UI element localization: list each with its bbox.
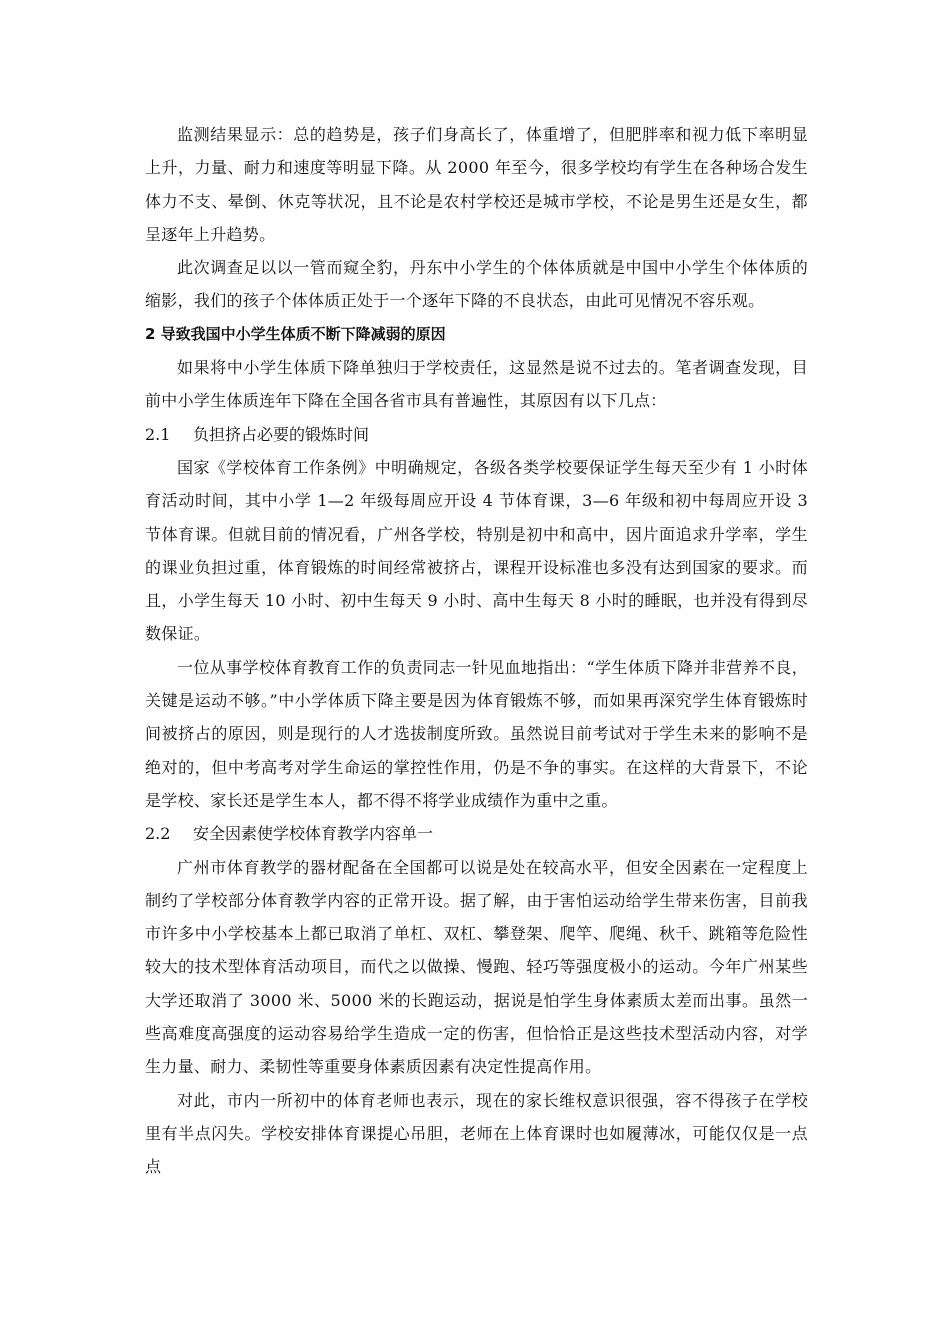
paragraph-safety-factors: 广州市体育教学的器材配备在全国都可以说是处在较高水平，但安全因素在一定程度上制约了学校部分体育教学内容的正常开设。据了解，由于害怕运动给学生带来伤害，目前我市许多中小学校基本上都已取消了单杠、双杠、攀登架、爬竿、爬绳、秋千、跳箱等危险性较大的技术型体育活动项目，而代之以做操、慢跑、轻巧等强度极小的运动。今年广州某些大学还取消了 3000 米、5000 米的长跑运动，据说是怕学生身体素质太差而出事。虽然一些高难度高强度的运动容易给学生造成一定的伤害，但恰恰正是这些技术型活动内容，对学生力量、耐力、柔韧性等重要身体素质因素有决定性提高作用。 <box>145 857 808 1077</box>
paragraph-causes-intro: 如果将中小学生体质下降单独归于学校责任，这显然是说不过去的。笔者调查发现，目前中小学生体质连年下降在全国各省市具有普遍性，其原因有以下几点： <box>145 358 808 411</box>
subsection-number: 2.1 <box>145 424 171 444</box>
subsection-title: 安全因素使学校体育教学内容单一 <box>193 824 434 844</box>
subsection-number: 2.2 <box>145 824 171 844</box>
paragraph-teacher-comment: 对此，市内一所初中的体育老师也表示，现在的家长维权意识很强，容不得孩子在学校里有半点闪失。学校安排体育课提心吊胆，老师在上体育课时也如履薄冰，可能仅仅是一点点 <box>145 1090 808 1177</box>
paragraph-regulations: 国家《学校体育工作条例》中明确规定，各级各类学校要保证学生每天至少有 1 小时体育活动时间，其中小学 1—2 年级每周应开设 4 节体育课，3—6 年级和初中每周应开设 3 节体育课。但就目前的情况看，广州各学校，特别是初中和高中，因片面追求升学率，学生的课业负担过重，体育锻炼的时间经常被挤占，课程开设标准也多没有达到国家的要求。而且，小学生每天 10 小时、初中生每天 9 小时、高中生每天 8 小时的睡眠，也并没有得到尽数保证。 <box>145 457 808 644</box>
subsection-heading-2-2 <box>145 817 808 850</box>
subsection-heading-2-1 <box>145 418 808 451</box>
section-heading-causes: 2 导致我国中小学生体质不断下降减弱的原因 <box>145 324 446 343</box>
paragraph-monitoring-results: 监测结果显示：总的趋势是，孩子们身高长了，体重增了，但肥胖率和视力低下率明显上升，力量、耐力和速度等明显下降。从 2000 年至今，很多学校均有学生在各种场合发生体力不支、晕倒、休克等状况，且不论是农村学校还是城市学校，不论是男生还是女生，都呈逐年上升趋势。 <box>145 125 808 244</box>
subsection-title: 负担挤占必要的锻炼时间 <box>193 424 370 444</box>
paragraph-exercise-shortage: 一位从事学校体育教育工作的负责同志一针见血地指出：“学生体质下降并非营养不良，关键是运动不够。”中小学体质下降主要是因为体育锻炼不够，而如果再深究学生体育锻炼时间被挤占的原因，则是现行的人才选拔制度所致。虽然说目前考试对于学生未来的影响不是绝对的，但中考高考对学生命运的掌控性作用，仍是不争的事实。在这样的大背景下，不论是学校、家长还是学生本人，都不得不将学业成绩作为重中之重。 <box>145 657 808 810</box>
paragraph-survey-summary: 此次调查足以以一管而窥全豹，丹东中小学生的个体体质就是中国中小学生个体体质的缩影，我们的孩子个体体质正处于一个逐年下降的不良状态，由此可见情况不容乐观。 <box>145 258 808 311</box>
document-page <box>145 118 808 1184</box>
